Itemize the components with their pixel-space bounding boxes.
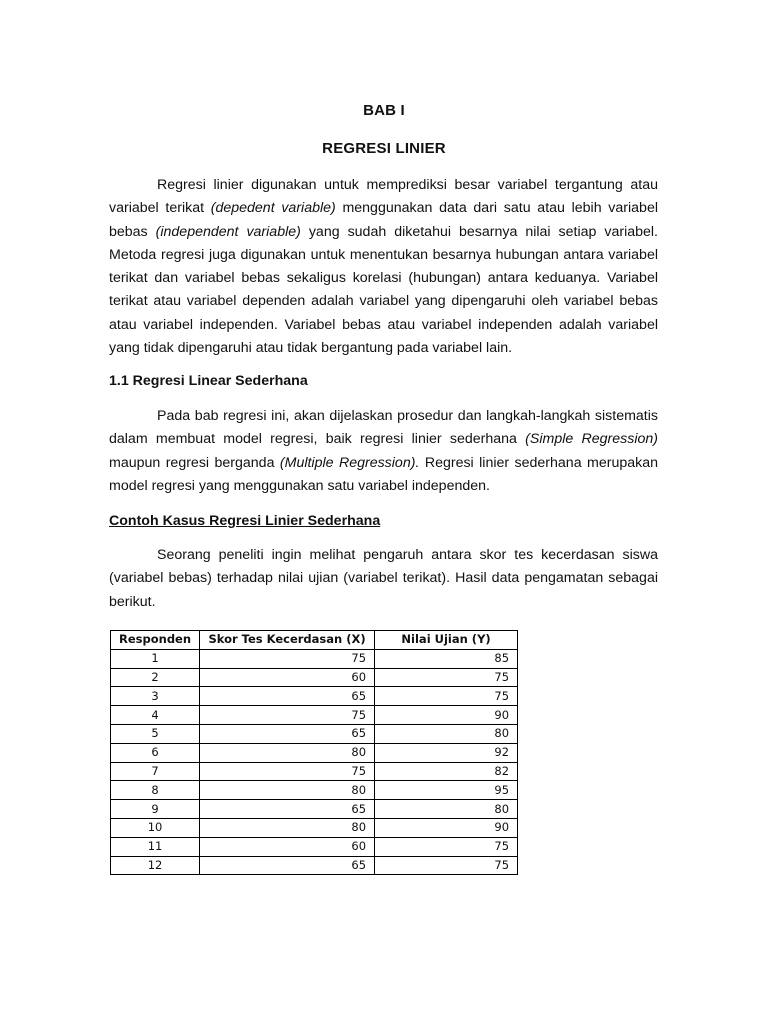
- chapter-title: REGRESI LINIER: [322, 140, 446, 157]
- table-row: [111, 856, 518, 875]
- table-row: [111, 668, 518, 687]
- score-x-cell: 80: [200, 781, 375, 800]
- respondent-cell: 2: [111, 668, 200, 687]
- italic-run: (independent variable): [155, 223, 301, 240]
- column-header: Nilai Ujian (Y): [375, 631, 518, 650]
- text-run: Seorang peneliti ingin melihat pengaruh antara skor tes kecerdasan siswa (variabel bebas) terhadap nilai ujian (variabel terikat). Hasil data pengamatan sebagai berikut.: [109, 547, 658, 610]
- italic-run: (Simple Regression): [525, 431, 658, 448]
- score-x-cell: 65: [200, 800, 375, 819]
- score-y-cell: 80: [375, 800, 518, 819]
- italic-run: (Multiple Regression).: [279, 454, 420, 471]
- respondent-cell: 10: [111, 818, 200, 837]
- score-y-cell: 75: [375, 856, 518, 875]
- score-y-cell: 75: [375, 837, 518, 856]
- score-y-cell: 95: [375, 781, 518, 800]
- score-x-cell: 80: [200, 818, 375, 837]
- table-row: [111, 687, 518, 706]
- intro-paragraph: [109, 174, 658, 360]
- text-run: Pada bab regresi ini, akan dijelaskan prosedur dan langkah-langkah sistematis dalam membuat model regresi, baik regresi linier sederhana: [109, 408, 658, 448]
- data-table: [110, 630, 518, 875]
- table-row: [111, 706, 518, 725]
- score-y-cell: 75: [375, 687, 518, 706]
- score-y-cell: 90: [375, 818, 518, 837]
- table-row: [111, 800, 518, 819]
- respondent-cell: 3: [111, 687, 200, 706]
- respondent-cell: 8: [111, 781, 200, 800]
- text-run: maupun regresi berganda: [109, 454, 280, 471]
- respondent-cell: 6: [111, 743, 200, 762]
- respondent-cell: 9: [111, 800, 200, 819]
- table-header-row: [111, 631, 518, 650]
- chapter-label: BAB I: [363, 102, 405, 119]
- respondent-cell: 5: [111, 724, 200, 743]
- respondent-cell: 4: [111, 706, 200, 725]
- score-y-cell: 80: [375, 724, 518, 743]
- score-x-cell: 80: [200, 743, 375, 762]
- text-run: menggunakan data dari satu atau lebih variabel bebas: [109, 200, 658, 240]
- example-paragraph: [109, 544, 658, 614]
- score-y-cell: 85: [375, 649, 518, 668]
- column-header: Responden: [111, 631, 200, 650]
- text-run: Regresi linier digunakan untuk memprediksi besar variabel tergantung atau variabel terikat: [109, 177, 658, 217]
- section-heading: 1.1 Regresi Linear Sederhana: [109, 373, 308, 389]
- score-x-cell: 75: [200, 762, 375, 781]
- respondent-cell: 11: [111, 837, 200, 856]
- text-run: Regresi linier sederhana merupakan model regresi yang menggunakan satu variabel independen.: [109, 454, 659, 494]
- score-x-cell: 65: [200, 856, 375, 875]
- table-row: [111, 724, 518, 743]
- score-x-cell: 75: [200, 706, 375, 725]
- column-header: Skor Tes Kecerdasan (X): [200, 631, 375, 650]
- score-x-cell: 65: [200, 687, 375, 706]
- score-x-cell: 65: [200, 724, 375, 743]
- table-row: [111, 781, 518, 800]
- table-row: [111, 837, 518, 856]
- text-run: yang sudah diketahui besarnya nilai setiap variabel. Metoda regresi juga digunakan untuk menentukan besarnya hubungan antara variabel terikat dan variabel bebas sekaligus korelasi (hubungan) antara keduanya. Variabel terikat atau variabel dependen adalah variabel yang dipengaruhi oleh variabel bebas atau variabel independen. Variabel bebas atau variabel independen adalah variabel yang tidak dipengaruhi atau tidak bergantung pada variabel lain.: [109, 223, 658, 357]
- respondent-cell: 7: [111, 762, 200, 781]
- score-y-cell: 75: [375, 668, 518, 687]
- score-x-cell: 60: [200, 837, 375, 856]
- italic-run: (depedent variable): [210, 200, 336, 217]
- example-heading: Contoh Kasus Regresi Linier Sederhana: [109, 513, 381, 529]
- table-row: [111, 762, 518, 781]
- respondent-cell: 12: [111, 856, 200, 875]
- table-row: [111, 649, 518, 668]
- score-x-cell: 60: [200, 668, 375, 687]
- score-y-cell: 90: [375, 706, 518, 725]
- score-y-cell: 82: [375, 762, 518, 781]
- table-row: [111, 743, 518, 762]
- score-y-cell: 92: [375, 743, 518, 762]
- section-paragraph: [109, 405, 658, 498]
- table-row: [111, 818, 518, 837]
- score-x-cell: 75: [200, 649, 375, 668]
- respondent-cell: 1: [111, 649, 200, 668]
- table-body: [111, 649, 518, 875]
